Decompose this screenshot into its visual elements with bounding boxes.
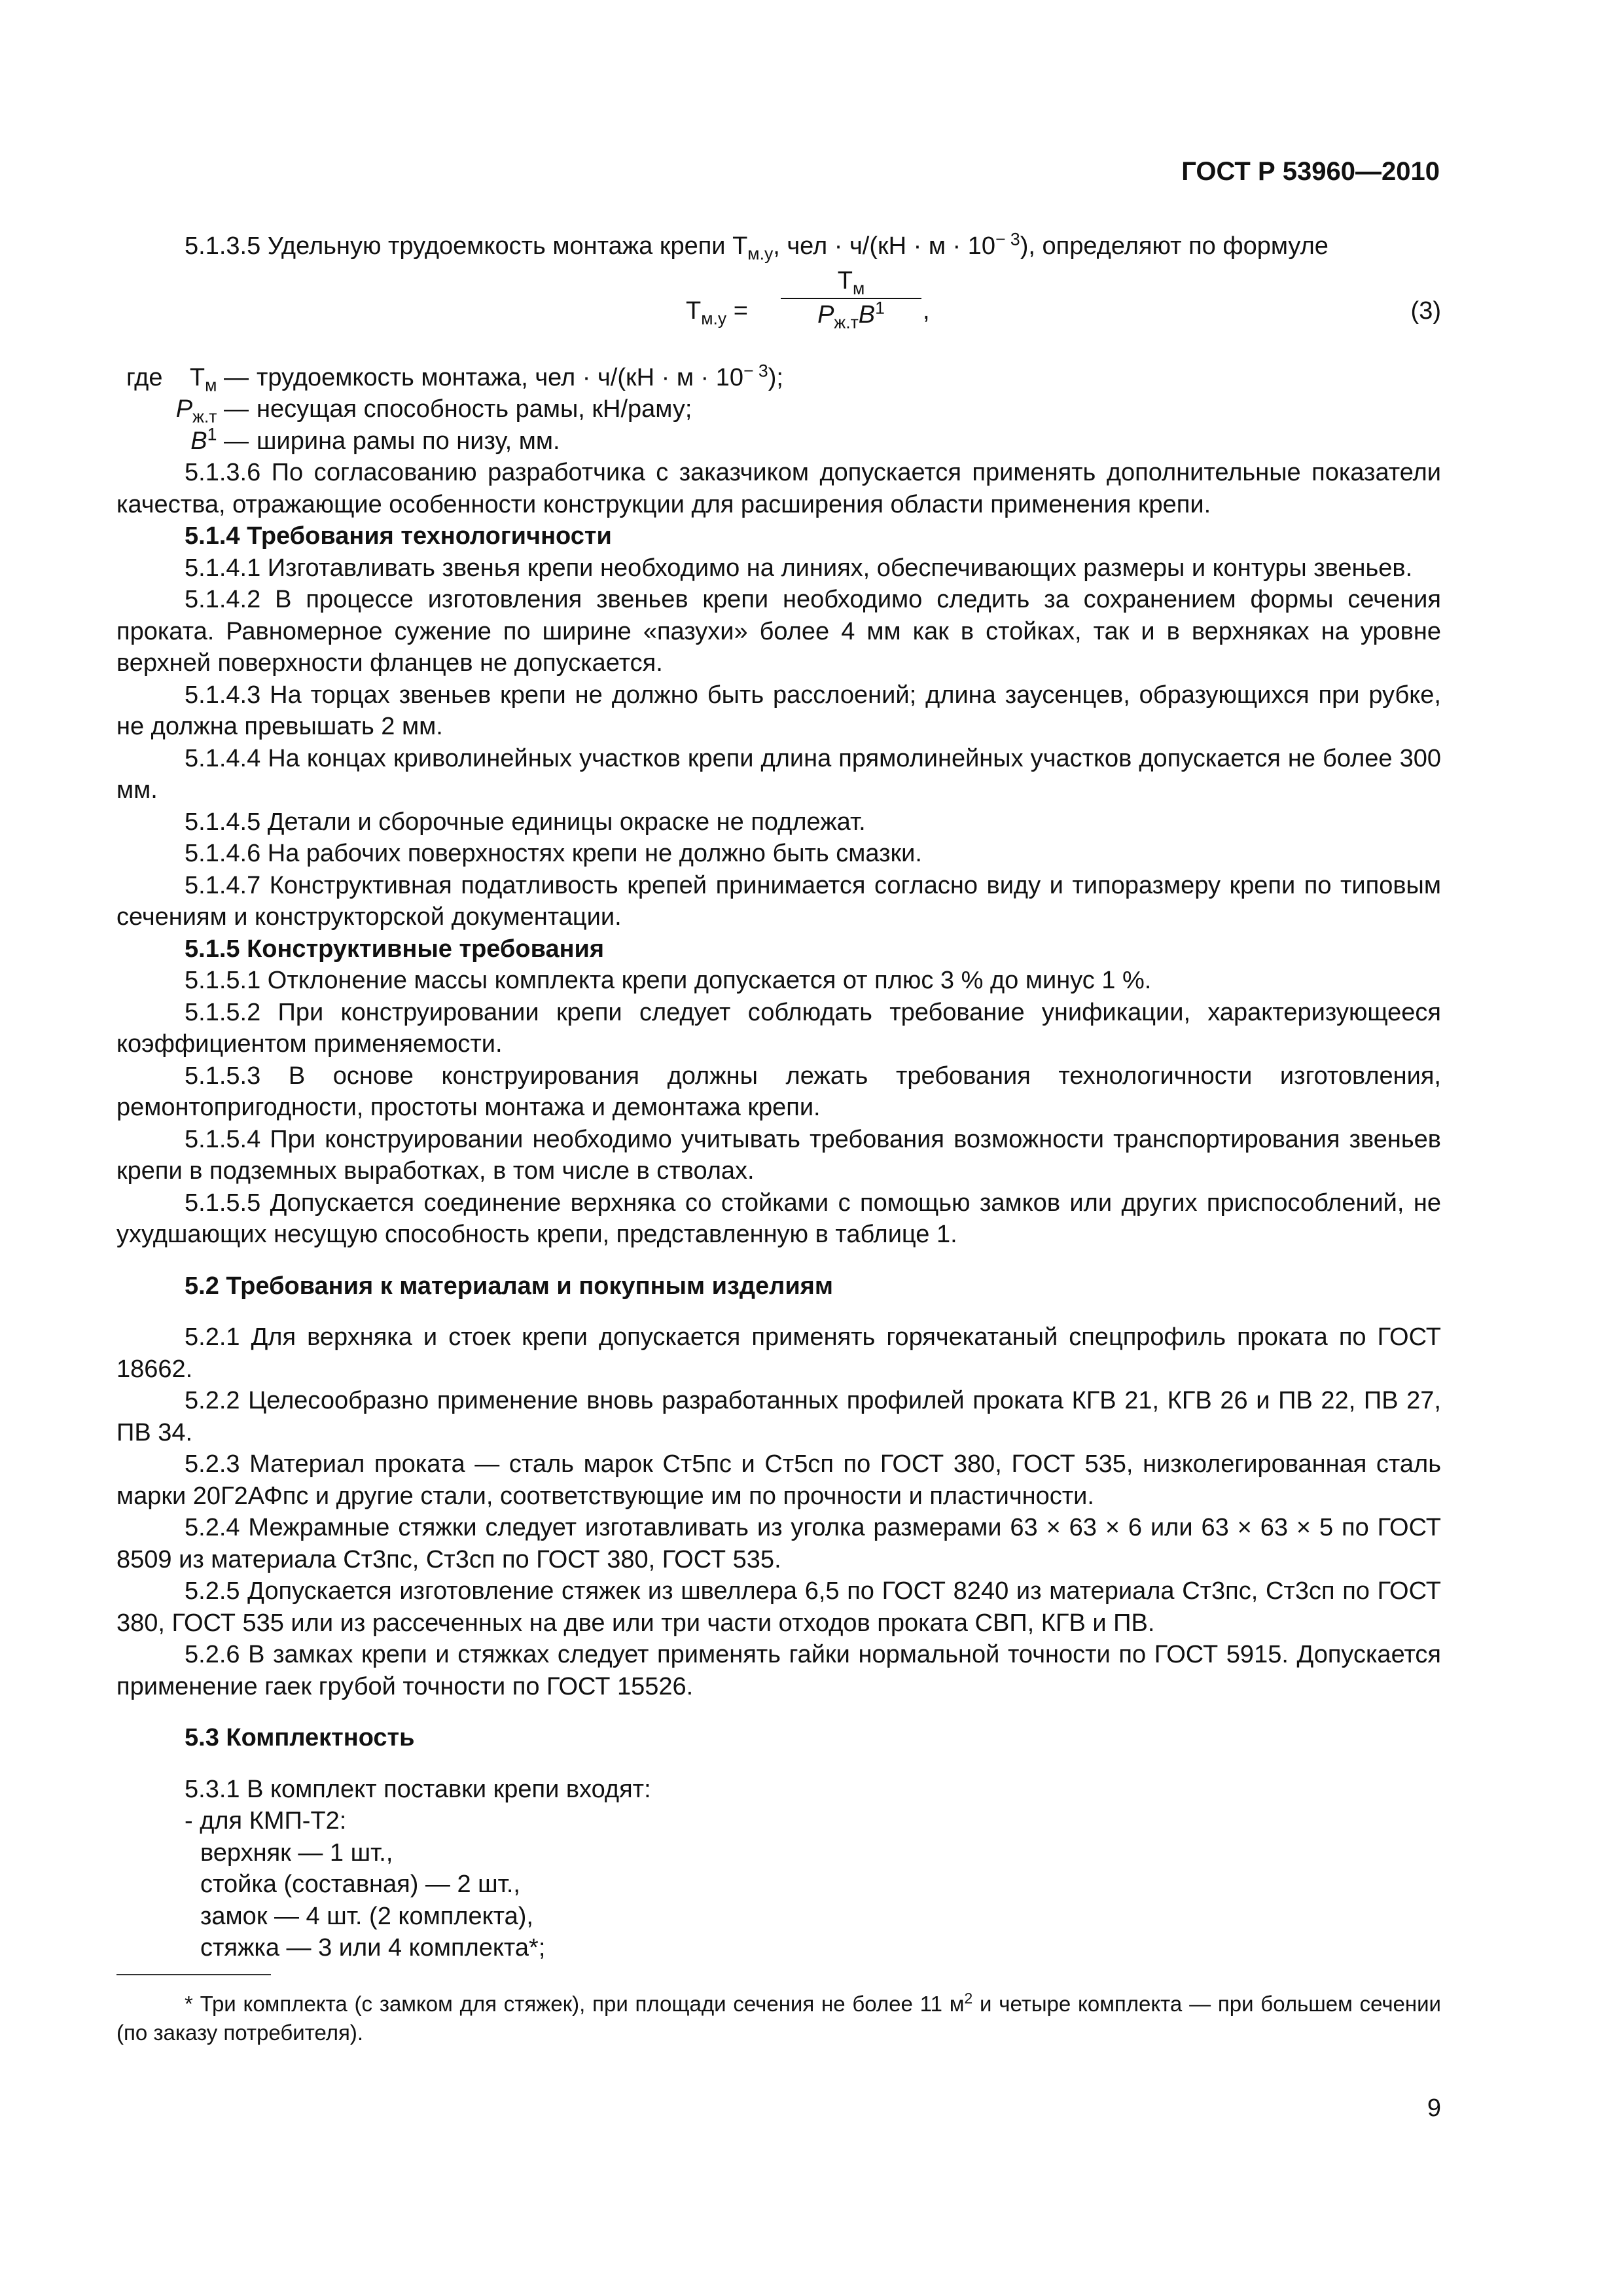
definition-row [116,425,1441,457]
formula-numerator: $Т_м$ [781,265,921,299]
kit-item: стяжка — 3 или 4 комплекта*; [200,1934,546,1962]
paragraph-5-1-5-3: 5.1.5.3 В основе конструирования должны лежать требования технологичности изготовления, ремонтопригодности, простоты монтажа и демонтажа крепи. [116,1062,1441,1121]
kit-item: верхняк — 1 шт., [200,1839,393,1867]
definition-where-label: где [126,363,163,391]
paragraph-5-1-4-1: 5.1.4.1 Изготавливать звенья крепи необходимо на линиях, обеспечивающих размеры и контуры звеньев. [185,554,1413,582]
paragraph-5-1-4-3: 5.1.4.3 На торцах звеньев крепи не должно быть расслоений; длина заусенцев, образующихся при рубке, не должна превышать 2 мм. [116,681,1441,740]
paragraph-5-1-3-6: 5.1.3.6 По согласованию разработчика с заказчиком допускается применять дополнительные показатели качества, отражающие особенности конструкции для расширения области применения крепи. [116,459,1441,518]
kit-title: - для КМП-Т2: [185,1807,347,1835]
footnote-separator [116,1974,271,1975]
paragraph-5-1-4-7: 5.1.4.7 Конструктивная податливость крепей принимается согласно виду и типоразмеру крепи по типовым сечениям и конструкторской документации. [116,871,1441,931]
paragraph-5-1-5-2: 5.1.5.2 При конструировании крепи следует соблюдать требование унификации, характеризующееся коэффициентом применяемости. [116,998,1441,1058]
page-number: 9 [1427,2094,1441,2122]
definition-row [116,393,1441,425]
page-content [116,230,1441,1964]
heading-5-1-5: 5.1.5 Конструктивные требования [185,935,605,963]
paragraph-5-1-5-4: 5.1.5.4 При конструировании необходимо учитывать требования возможности транспортирования звеньев крепи в подземных выработках, в том числе в стволах. [116,1125,1441,1185]
paragraph-5-1-3-5: 5.1.3.5 Удельную трудоемкость монтажа крепи $Т_{м.у}$, чел · $ч/(кН \cdot м \cdot 10^{- 3})$, определяют по формуле [185,229,1329,264]
definition-term: $Т_м$ — [189,363,249,395]
definition-term: $Р_{ж.т}$ — [175,395,249,427]
paragraph-5-1-4-4: 5.1.4.4 На концах криволинейных участков крепи длина прямолинейных участков допускается не более 300 мм. [116,744,1441,804]
definition-term: $В^1$ — [190,423,249,455]
paragraph-5-2-4: 5.2.4 Межрамные стяжки следует изготавливать из уголка размерами 63 × 63 × 6 или 63 × 63 × 5 по ГОСТ 8509 из материала Ст3пс, Ст3сп по ГОСТ 380, ГОСТ 535. [116,1514,1441,1573]
kit-item: замок — 4 шт. (2 комплекта), [200,1902,533,1930]
formula-3 [116,264,1441,362]
document-code-header: ГОСТ Р 53960—2010 [1181,157,1440,186]
footnote: * Три комплекта (с замком для стяжек), при площади сечения не более 11 $м^2$ и четыре комплекта — при большем сечении (по заказу потребителя). [116,1990,1441,2045]
definition-desc: ширина рамы по низу, мм. [257,427,560,455]
paragraph-5-2-3: 5.2.3 Материал проката — сталь марок Ст5пс и Ст5сп по ГОСТ 380, ГОСТ 535, низколегированная сталь марки 20Г2АФпс и другие стали, соответствующие им по прочности и пластичности. [116,1450,1441,1510]
paragraph-5-3-1: 5.3.1 В комплект поставки крепи входят: [185,1775,651,1803]
definition-desc: трудоемкость монтажа, чел · $ч/(кН \cdot м \cdot 10^{- 3})$; [257,360,783,391]
definition-desc: несущая способность рамы, кН/раму; [257,395,692,423]
formula-lhs: $Т_{м.у}$ = [686,296,748,329]
formula-fraction [781,265,921,331]
paragraph-5-1-4-2: 5.1.4.2 В процессе изготовления звеньев крепи необходимо следить за сохранением формы сечения проката. Равномерное сужение по ширине «пазухи» более 4 мм как в стойках, так и в верхняках на уровне верхней поверхности фланцев не допускается. [116,586,1441,677]
formula-denominator: $Р_{ж.т}В^1$ [817,297,885,332]
heading-5-3: 5.3 Комплектность [185,1724,415,1751]
paragraph-5-2-6: 5.2.6 В замках крепи и стяжках следует применять гайки нормальной точности по ГОСТ 5915. Допускается применение гаек грубой точности по ГОСТ 15526. [116,1641,1441,1700]
definition-row [116,362,1441,394]
paragraph-5-1-5-1: 5.1.5.1 Отклонение массы комплекта крепи допускается от плюс 3 % до минус 1 %. [185,967,1152,994]
kit-item: стойка (составная) — 2 шт., [200,1871,520,1898]
formula-comma: , [923,296,930,325]
heading-5-1-4: 5.1.4 Требования технологичности [185,522,612,550]
paragraph-5-2-2: 5.2.2 Целесообразно применение вновь разработанных профилей проката КГВ 21, КГВ 26 и ПВ 22, ПВ 27, ПВ 34. [116,1387,1441,1446]
paragraph-5-1-5-5: 5.1.5.5 Допускается соединение верхняка со стойками с помощью замков или других приспособлений, не ухудшающих несущую способность крепи, представленную в таблице 1. [116,1189,1441,1248]
paragraph-5-1-4-6: 5.1.4.6 На рабочих поверхностях крепи не должно быть смазки. [185,840,922,867]
formula-number: (3) [1410,296,1441,325]
paragraph-5-1-4-5: 5.1.4.5 Детали и сборочные единицы окраске не подлежат. [185,808,866,836]
paragraph-5-2-5: 5.2.5 Допускается изготовление стяжек из швеллера 6,5 по ГОСТ 8240 из материала Ст3пс, Ст3сп по ГОСТ 380, ГОСТ 535 или из рассеченных на две или три части отходов проката СВП, КГВ и ПВ. [116,1577,1441,1637]
heading-5-2: 5.2 Требования к материалам и покупным изделиям [185,1272,833,1300]
paragraph-5-2-1: 5.2.1 Для верхняка и стоек крепи допускается применять горячекатаный спецпрофиль проката по ГОСТ 18662. [116,1323,1441,1383]
